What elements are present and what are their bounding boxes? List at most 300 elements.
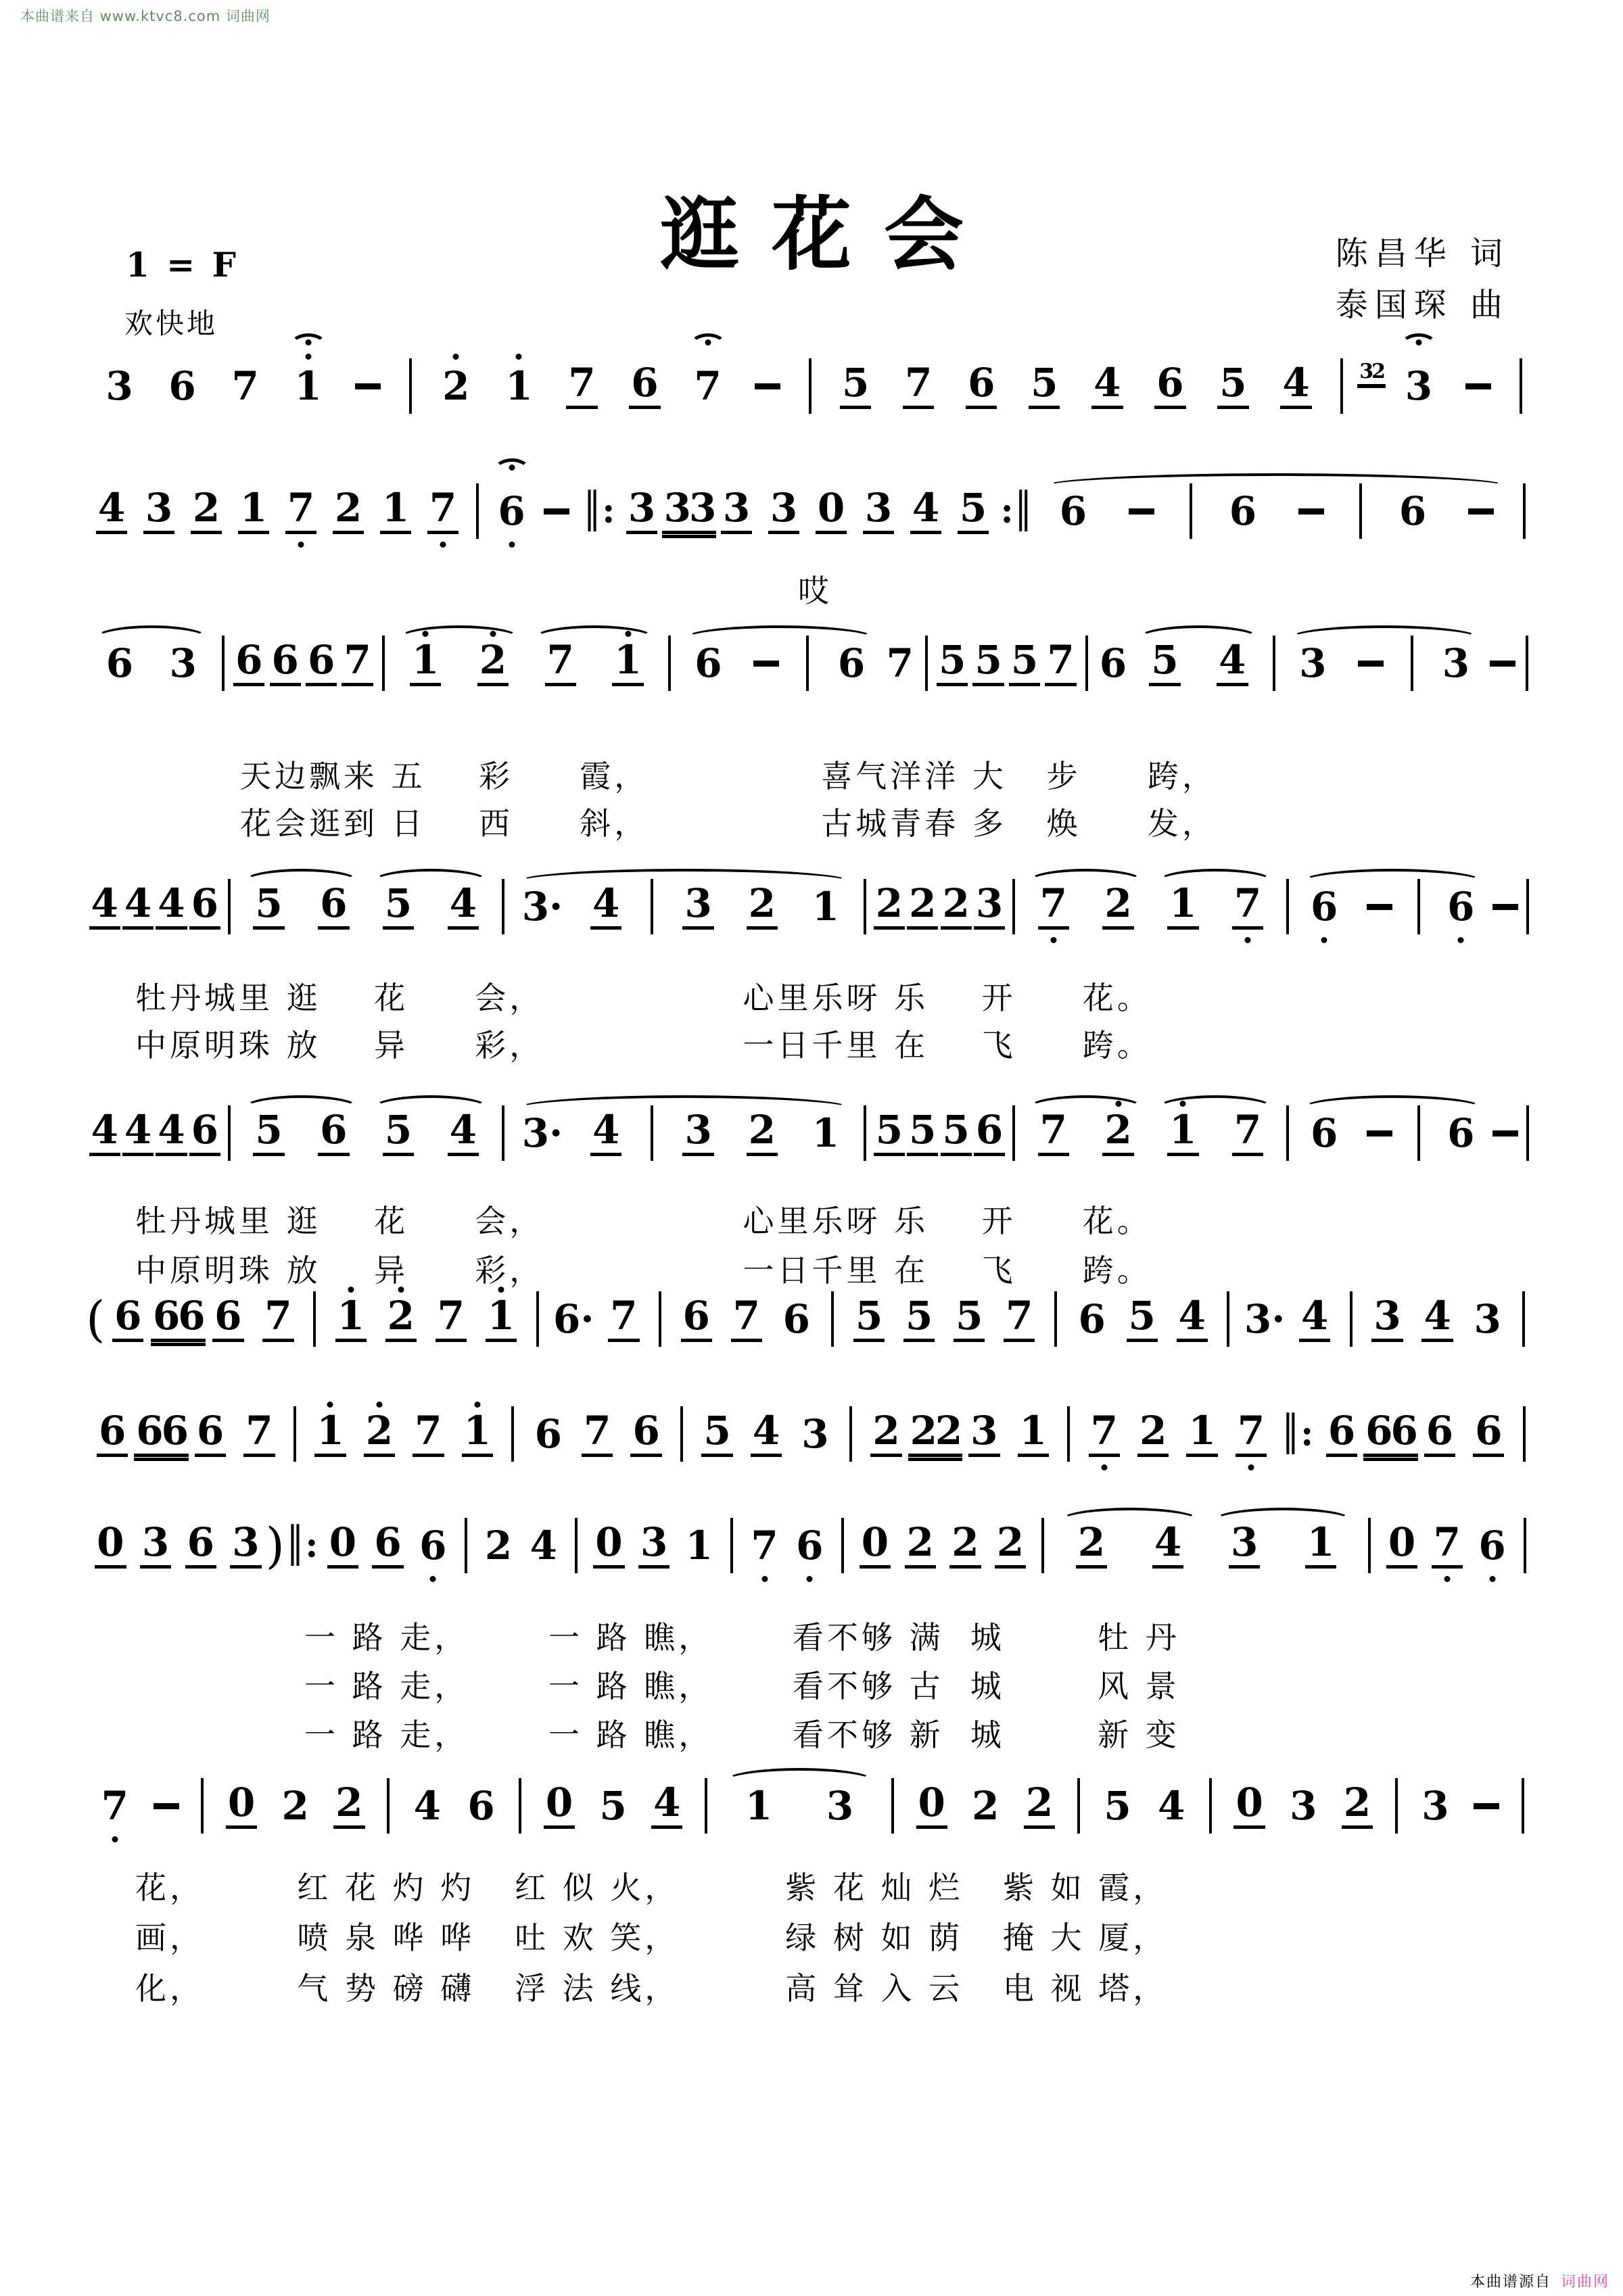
- note-token: 1: [1009, 1396, 1058, 1472]
- note-token: 7: [742, 1508, 787, 1583]
- barline-mark: [1368, 1518, 1371, 1573]
- barline-mark: [1273, 636, 1275, 691]
- note-token: 6: [1099, 640, 1127, 686]
- note-token: 0: [586, 1508, 632, 1583]
- note-token: 6: [301, 869, 366, 944]
- repeat-sign: ║:: [284, 1525, 318, 1566]
- note-token: 1: [1177, 1396, 1226, 1472]
- note-token: 2: [376, 1281, 426, 1357]
- note-token: 4: [742, 1396, 791, 1472]
- repeat-sign: :║: [1000, 490, 1033, 531]
- barline: [918, 625, 935, 701]
- note-token: 6: [186, 1396, 235, 1472]
- note-token: 3: [960, 1396, 1008, 1472]
- barline-mark: [1524, 1518, 1526, 1573]
- octave-dot-above: [453, 354, 459, 360]
- watermark-text: 本曲谱来自 www.ktvc8.com 词曲网: [20, 8, 270, 24]
- note-token: 66: [137, 1396, 185, 1472]
- octave-dot-above: [423, 631, 429, 637]
- octave-dot-below: [509, 542, 515, 548]
- barline-mark: [476, 483, 479, 539]
- barline: [1280, 1095, 1295, 1171]
- note-token: 3: [801, 1411, 829, 1457]
- barline-mark: [1359, 483, 1362, 539]
- barline-mark: [925, 636, 928, 691]
- note-token: 4: [1157, 1783, 1185, 1829]
- score-system: [88, 1095, 1535, 1197]
- score-system: [88, 473, 1535, 575]
- dash-mark: [1492, 1130, 1518, 1137]
- barline: [1398, 625, 1426, 701]
- note-token: 6: [1469, 1508, 1515, 1583]
- barline-mark: [730, 1518, 733, 1573]
- note-token: 5: [366, 869, 431, 944]
- barline-mark: [1340, 358, 1343, 414]
- dash-mark: [755, 383, 780, 389]
- note-token: 2: [1086, 869, 1151, 944]
- barline-mark: [1041, 1518, 1044, 1573]
- slur-group: [366, 1095, 495, 1171]
- note-token: 5: [599, 1783, 627, 1829]
- note-token: 6: [782, 1296, 810, 1342]
- dash-note: [1109, 473, 1174, 549]
- octave-dot-below: [761, 1576, 768, 1582]
- barline-mark: [1526, 1105, 1529, 1161]
- lyric-line: 一 路 走， 一 路 瞧， 看不够 满 城 牡 丹: [304, 1619, 1180, 1656]
- barline: [1344, 473, 1377, 549]
- barline: [1507, 348, 1535, 424]
- barline: [1359, 1508, 1380, 1583]
- note-token: 7: [339, 625, 375, 701]
- note-token: 5: [844, 1281, 894, 1357]
- note-token: 3·: [521, 1110, 563, 1156]
- barline: [822, 1281, 844, 1357]
- barline-mark: [891, 1778, 894, 1834]
- note-token: 7: [1021, 869, 1086, 944]
- barline-mark: [1227, 1291, 1229, 1347]
- barline: [1340, 1281, 1362, 1357]
- note-token: 2: [872, 869, 905, 944]
- slur-group: [1295, 1095, 1490, 1171]
- note-token: 1: [306, 1396, 354, 1472]
- note-token: 3: [713, 473, 760, 549]
- note-token: 7: [1043, 625, 1079, 701]
- note-token: 7: [235, 1396, 283, 1472]
- dash-mark: [1129, 508, 1154, 515]
- note-token: 3: [1363, 1281, 1413, 1357]
- dash-note: [1490, 869, 1520, 944]
- dash-note: [1353, 869, 1405, 944]
- barline: [1513, 1396, 1536, 1472]
- dash-note: [1449, 473, 1513, 549]
- note-token: 6: [1447, 1110, 1475, 1156]
- note-token: 1: [372, 473, 419, 549]
- note-token: 6: [1415, 1396, 1464, 1472]
- note-token: 7: [1080, 1396, 1129, 1472]
- barline: [456, 1508, 476, 1583]
- note-token: 4: [640, 1768, 694, 1844]
- note-token: 0: [1223, 1768, 1277, 1844]
- barline: [376, 1768, 400, 1844]
- note-token: 2: [897, 1508, 943, 1583]
- note-token: 6: [837, 640, 866, 686]
- slur-group: [511, 1095, 857, 1171]
- dash-mark: [1468, 508, 1494, 515]
- note-token: 4: [1167, 1281, 1217, 1357]
- note-token: 7: [426, 1281, 476, 1357]
- barline-mark: [1417, 1105, 1420, 1161]
- barline-mark: [222, 636, 225, 691]
- note-token: 5: [237, 869, 302, 944]
- note-token: 3: [667, 869, 730, 944]
- dash-mark: [1465, 383, 1491, 389]
- octave-dot-above: [1115, 1101, 1121, 1107]
- note-token: 7: [231, 363, 259, 409]
- note-token: 1: [745, 1783, 773, 1829]
- barline-mark: [1411, 636, 1413, 691]
- note-token: 7: [404, 1396, 452, 1472]
- note-token: 7: [88, 1768, 142, 1844]
- note-token: 5: [939, 1095, 972, 1171]
- barline: [508, 1768, 532, 1844]
- note-token: 5: [1013, 348, 1076, 424]
- score-system: [88, 348, 1535, 450]
- footer-site-link[interactable]: 词曲网: [1560, 2274, 1609, 2291]
- parenthesis: (: [86, 1291, 105, 1347]
- note-token: 5: [1117, 1281, 1167, 1357]
- octave-dot-below: [298, 542, 304, 548]
- note-token: 7: [419, 473, 467, 549]
- note-token: 7: [887, 348, 950, 424]
- slur-group: [237, 869, 366, 944]
- slur-group: [527, 625, 662, 701]
- note-token: 1: [1283, 1508, 1359, 1583]
- note-token: 2: [459, 625, 527, 701]
- note-token: 5: [237, 1095, 302, 1171]
- slur-group: [1131, 625, 1267, 701]
- score-system: [88, 1508, 1535, 1609]
- dash-note: [738, 625, 793, 701]
- note-token: 6: [1229, 488, 1257, 534]
- slur-group: [366, 869, 495, 944]
- barline: [396, 348, 425, 424]
- barline: [1511, 1768, 1535, 1844]
- note-token: 3: [135, 473, 183, 549]
- barline: [222, 1095, 237, 1171]
- barline-mark: [511, 1406, 514, 1462]
- barline: [303, 1281, 325, 1357]
- lyric-line: 中原明珠 放 异 彩， 一日千里 在 飞 跨。: [135, 1252, 1152, 1289]
- barline: [284, 1396, 306, 1472]
- slur-group: [718, 1768, 880, 1844]
- barline: [832, 1508, 853, 1583]
- dash-mark: [753, 661, 779, 667]
- note-token: 3: [1387, 348, 1450, 424]
- barline-mark: [1209, 1778, 1212, 1834]
- barline-mark: [1417, 879, 1420, 934]
- barline-mark: [1523, 1406, 1526, 1462]
- slur-group: [1282, 625, 1486, 701]
- note-token: 66: [153, 1281, 203, 1357]
- note-token: 4: [88, 473, 135, 549]
- parenthesis: ): [265, 1517, 285, 1574]
- note-token: 6: [1432, 869, 1490, 944]
- note-token: 1: [326, 1281, 376, 1357]
- note-token: 3: [1299, 640, 1327, 686]
- note-token: 7: [598, 1281, 649, 1357]
- note-token: 7: [253, 1281, 303, 1357]
- note-token: 3: [618, 473, 665, 549]
- barline: [496, 869, 511, 944]
- barline: [1406, 1095, 1432, 1171]
- note-token: 5: [1104, 1783, 1131, 1829]
- octave-dot-below: [1321, 937, 1327, 943]
- slur-group: [1021, 869, 1150, 944]
- barline: [1079, 625, 1095, 701]
- slur-group: [88, 625, 215, 701]
- note-token: 6: [103, 1281, 153, 1357]
- note-token: 3: [667, 1095, 730, 1171]
- note-token: 4: [121, 1095, 154, 1171]
- lyric-line: 画， 喷 泉 哗 哗 吐 欢 笑， 绿 树 如 荫 掩 大 厦，: [135, 1919, 1168, 1956]
- barline: [840, 1396, 862, 1472]
- barline: [1066, 1768, 1091, 1844]
- barline-mark: [1286, 1105, 1289, 1161]
- note-token: 6: [410, 1508, 456, 1583]
- octave-dot-above: [474, 1402, 480, 1408]
- note-token: 2: [939, 869, 972, 944]
- slur-group: [511, 869, 857, 944]
- barline: [671, 1396, 693, 1472]
- note-token: 3: [223, 1508, 268, 1583]
- note-token: 2: [183, 473, 230, 549]
- note-token: 4: [1076, 348, 1139, 424]
- note-token: 7: [886, 640, 914, 686]
- barline-mark: [841, 1518, 844, 1573]
- note-token: 0: [807, 473, 855, 549]
- dash-note: [1490, 1095, 1520, 1171]
- note-token: 1: [1150, 869, 1215, 944]
- note-token: 3: [1206, 1508, 1283, 1583]
- lyric-line: 化， 气 势 磅 礴 浮 法 线， 高 耸 入 云 电 视 塔，: [135, 1970, 1168, 2007]
- note-token: 3: [760, 473, 807, 549]
- dash-mark: [154, 1803, 179, 1809]
- note-token: 3: [1290, 1783, 1317, 1829]
- note-token: 5: [935, 625, 970, 701]
- dash-note: [1353, 1095, 1405, 1171]
- slur-group: [678, 625, 882, 701]
- note-token: 2: [323, 1768, 377, 1844]
- barline: [375, 625, 392, 701]
- barline: [1520, 1095, 1535, 1171]
- note-token: 5: [824, 348, 887, 424]
- barline: [1058, 1396, 1080, 1472]
- barline-mark: [1085, 636, 1088, 691]
- octave-dot-below: [1458, 937, 1464, 943]
- barline: [1266, 625, 1282, 701]
- note-token: 2: [425, 348, 488, 424]
- note-token: 4: [431, 869, 496, 944]
- barline-mark: [1190, 483, 1192, 539]
- note-token: 6: [972, 1095, 1006, 1171]
- barline-mark: [502, 1105, 504, 1161]
- barline-mark: [519, 1778, 521, 1834]
- dash-mark: [544, 508, 569, 515]
- dash-mark: [355, 383, 381, 389]
- barline-mark: [1522, 1291, 1525, 1347]
- barline: [1519, 625, 1535, 701]
- slur-group: [392, 625, 527, 701]
- barline-mark: [1077, 1778, 1080, 1834]
- barline-mark: [201, 1778, 204, 1834]
- barline: [1033, 1508, 1053, 1583]
- barline-mark: [228, 1105, 231, 1161]
- note-token: 6: [695, 640, 722, 686]
- note-token: 1: [1150, 1095, 1215, 1171]
- barline-mark: [864, 1105, 866, 1161]
- barline-mark: [705, 1778, 707, 1834]
- slur-group: [1021, 1095, 1150, 1171]
- note-token: 0: [532, 1768, 586, 1844]
- octave-dot-below: [1489, 1576, 1495, 1582]
- octave-dot-below: [807, 1576, 813, 1582]
- note-token: 4: [1265, 348, 1327, 424]
- note-token: 1: [392, 625, 459, 701]
- note-token: 7: [527, 625, 594, 701]
- note-token: 32: [1356, 336, 1388, 412]
- note-token: 6: [188, 869, 221, 944]
- note-token: 5: [906, 1095, 939, 1171]
- note-token: 6: [1295, 869, 1353, 944]
- note-token: 2: [355, 1396, 404, 1472]
- note-token: 7: [1424, 1508, 1469, 1583]
- barline-mark: [293, 1406, 296, 1462]
- note-token: 4: [1290, 1281, 1340, 1357]
- note-token: 0: [321, 1508, 366, 1583]
- barline-mark: [659, 1291, 661, 1347]
- note-token: 7: [1227, 1396, 1275, 1472]
- barline-mark: [1286, 879, 1289, 934]
- key-signature: 1 = F: [126, 245, 239, 285]
- note-token: 2: [281, 1783, 309, 1829]
- octave-dot-above: [625, 631, 631, 637]
- dash-note: [1486, 625, 1519, 701]
- note-token: 6: [88, 1396, 137, 1472]
- note-token: 6: [365, 1508, 410, 1583]
- note-token: 5: [949, 473, 997, 549]
- note-token: 4: [530, 1523, 557, 1569]
- score-system: [88, 1396, 1535, 1498]
- fermata-icon: [494, 458, 530, 483]
- footer-source-text: 本曲谱源自: [1469, 2274, 1551, 2291]
- note-token: 6: [267, 625, 303, 701]
- octave-dot-above: [490, 631, 496, 637]
- barline-mark: [1522, 1778, 1524, 1834]
- octave-dot-above: [327, 1402, 333, 1408]
- barline-mark: [1526, 879, 1529, 934]
- slur-group: [1150, 1095, 1279, 1171]
- lyric-line: 花会逛到 日 西 斜， 古城青春 多 焕 发，: [240, 805, 1217, 842]
- note-token: 3: [1474, 1296, 1501, 1342]
- barline-mark: [831, 1291, 834, 1347]
- dash-note: [339, 348, 396, 424]
- note-token: 4: [413, 1783, 442, 1829]
- note-token: 33: [665, 473, 713, 549]
- note-token: 3·: [1244, 1296, 1286, 1342]
- note-token: 1: [476, 1281, 526, 1357]
- note-token: 2: [943, 1508, 988, 1583]
- note-token: 6: [178, 1508, 223, 1583]
- note-token: 2: [1129, 1396, 1177, 1472]
- barline: [661, 625, 678, 701]
- note-token: 3: [169, 640, 197, 686]
- dash-mark: [1358, 661, 1384, 667]
- note-token: 4: [1198, 625, 1266, 701]
- barline: [566, 1508, 586, 1583]
- note-token: 6: [1317, 1396, 1366, 1472]
- note-token: 7: [722, 1281, 772, 1357]
- barline-mark: [809, 358, 812, 414]
- note-token: 1: [594, 625, 662, 701]
- slur-group: [1037, 473, 1514, 549]
- note-token: 0: [88, 1508, 133, 1583]
- note-token: 7: [1215, 1095, 1280, 1171]
- note-token: 4: [431, 1095, 496, 1171]
- note-token: 3: [826, 1783, 854, 1829]
- barline-mark: [806, 636, 809, 691]
- octave-dot-below: [112, 1836, 118, 1842]
- dash-note: [142, 1768, 191, 1844]
- repeat-sign: ║:: [581, 490, 615, 531]
- lyric-line: 一 路 走， 一 路 瞧， 看不够 古 城 风 景: [304, 1668, 1180, 1704]
- repeat-sign: ║:: [1279, 1413, 1313, 1454]
- barline: [502, 1396, 524, 1472]
- fermata-icon: [690, 333, 726, 358]
- note-token: 5: [1202, 348, 1265, 424]
- slur-group: [1206, 1508, 1359, 1583]
- note-token: 6: [672, 1281, 722, 1357]
- note-token: 7: [550, 348, 613, 424]
- barline-mark: [465, 1518, 467, 1573]
- note-token: 4: [574, 1095, 638, 1171]
- lyric-line: 花， 红 花 灼 灼 红 似 火， 紫 花 灿 烂 紫 如 霞，: [135, 1869, 1168, 1906]
- note-token: 5: [970, 625, 1006, 701]
- dash-mark: [1367, 1130, 1392, 1137]
- barline: [1006, 869, 1021, 944]
- barline-mark: [228, 879, 231, 934]
- barline: [1384, 1768, 1409, 1844]
- lyric-line: 牡丹城里 逛 花 会， 心里乐呀 乐 开 花。: [135, 980, 1152, 1016]
- note-token: 6: [1398, 488, 1427, 534]
- note-token: 3: [632, 1508, 677, 1583]
- note-token: 2: [988, 1508, 1033, 1583]
- barline: [215, 625, 231, 701]
- barline: [1174, 473, 1206, 549]
- barline: [694, 1768, 718, 1844]
- barline: [1280, 869, 1295, 944]
- barline: [857, 1095, 872, 1171]
- barline: [467, 473, 488, 549]
- footer: [1470, 2270, 1609, 2291]
- barline-mark: [1350, 1291, 1352, 1347]
- barline: [190, 1768, 214, 1844]
- barline-mark: [1395, 1778, 1398, 1834]
- barline-mark: [387, 1778, 390, 1834]
- barline-mark: [1012, 879, 1015, 934]
- barline: [1327, 348, 1356, 424]
- barline-mark: [502, 879, 504, 934]
- note-token: 7: [676, 348, 739, 424]
